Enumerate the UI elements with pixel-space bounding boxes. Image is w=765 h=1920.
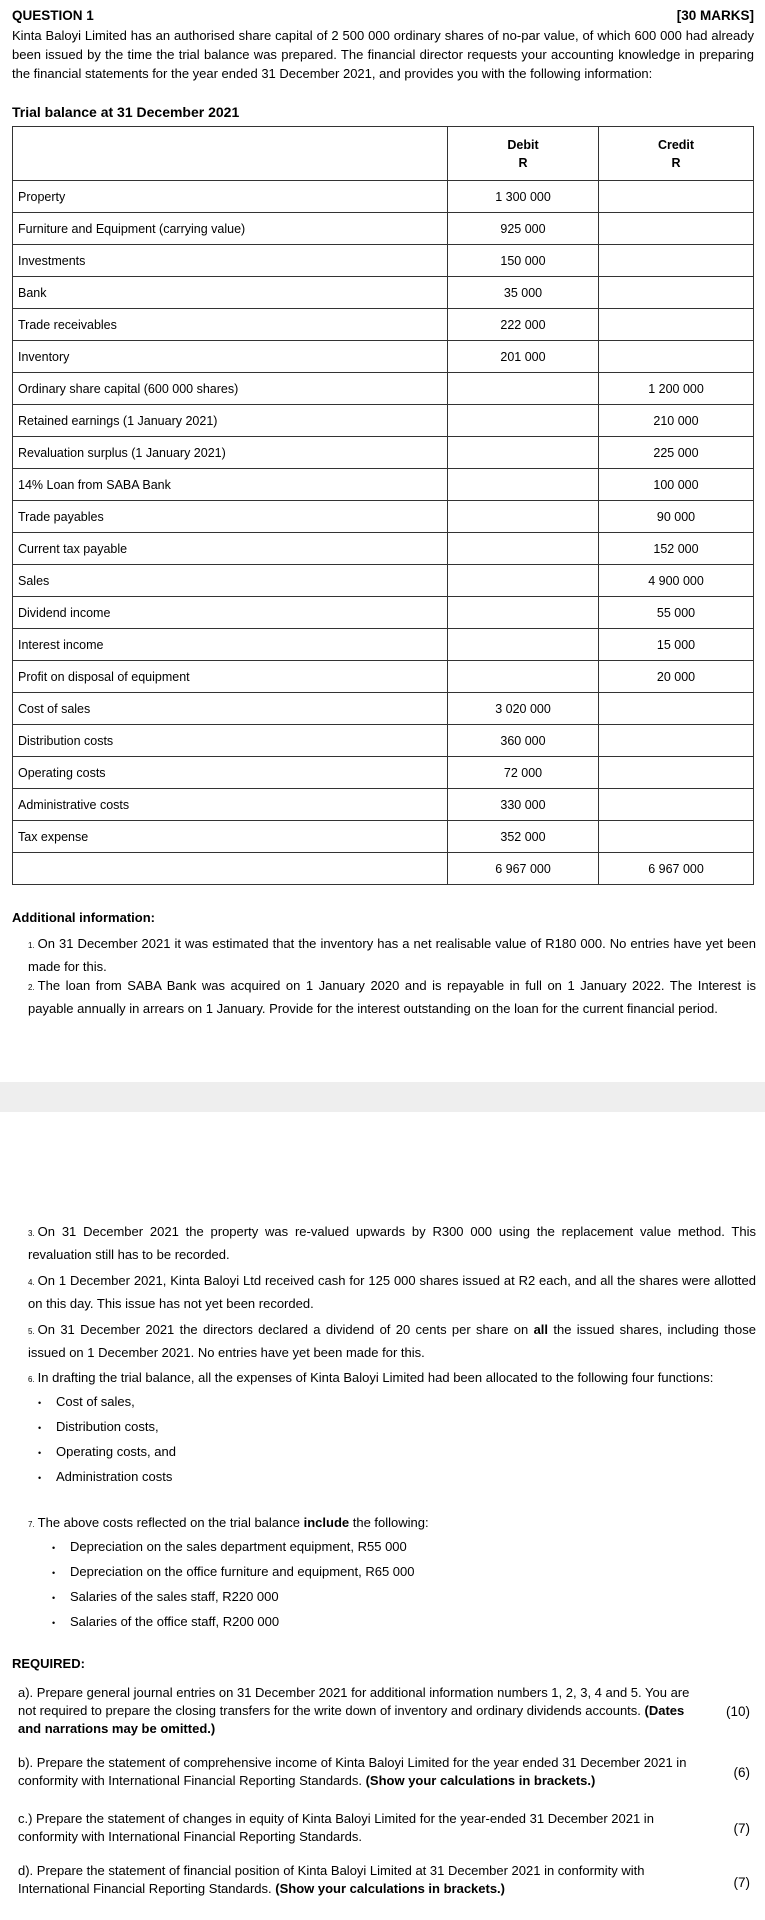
required-c-text: c.) Prepare the statement of changes in equity of Kinta Baloyi Limited for the year-ended 31 December 2021 in conformity with International Financial Reporting Standards. [18,1811,654,1844]
debit-amount: 150 000 [448,245,599,277]
account-label: Investments [13,245,448,277]
credit-amount [599,277,754,309]
table-row [13,565,754,597]
account-label: Tax expense [13,821,448,853]
debit-amount: 72 000 [448,757,599,789]
table-row [13,469,754,501]
credit-amount [599,245,754,277]
table-row [13,245,754,277]
account-label: Retained earnings (1 January 2021) [13,405,448,437]
required-c-marks: (7) [733,1821,750,1836]
account-label: Sales [13,565,448,597]
bullet-icon: • [38,1473,42,1483]
debit-amount [448,437,599,469]
table-header-row [13,127,754,181]
additional-info-title: Additional information: [12,910,155,925]
credit-amount [599,181,754,213]
table-row [13,341,754,373]
list-item: • Depreciation on the sales department equipment, R55 000 [52,1535,415,1560]
info-item-2-number: 2. [28,983,35,992]
table-row [13,501,754,533]
account-label: 14% Loan from SABA Bank [13,469,448,501]
account-label: Property [13,181,448,213]
account-label: Ordinary share capital (600 000 shares) [13,373,448,405]
bullet-icon: • [52,1593,56,1603]
bullet-icon: • [38,1398,42,1408]
credit-amount: 100 000 [599,469,754,501]
info-item-7-number: 7. [28,1520,35,1529]
info-item-5 [28,1319,756,1363]
totals-label-cell [13,853,448,885]
credit-amount [599,213,754,245]
label-header-cell [13,127,448,181]
table-row [13,213,754,245]
credit-amount [599,309,754,341]
credit-currency: R [671,155,681,170]
intro-paragraph: Kinta Baloyi Limited has an authorised share capital of 2 500 000 ordinary shares of no-par value, of which 600 000 had already been issued by the time the trial balance was prepared. The financial director requests your accounting knowledge in preparing the financial statements for the year ended 31 December 2021, and provides you with the following information: [12,28,754,81]
info-item-3-number: 3. [28,1229,35,1238]
debit-amount: 201 000 [448,341,599,373]
info-item-5-bold: all [533,1322,549,1337]
credit-amount: 1 200 000 [599,373,754,405]
credit-amount: 55 000 [599,597,754,629]
debit-amount [448,629,599,661]
table-row [13,693,754,725]
total-credit: 6 967 000 [599,853,754,885]
table-row [13,373,754,405]
table-row [13,661,754,693]
table-row [13,181,754,213]
debit-amount [448,501,599,533]
table-row [13,757,754,789]
required-a-marks: (10) [725,1704,750,1719]
credit-amount [599,341,754,373]
account-label: Inventory [13,341,448,373]
totals-row [13,853,754,885]
debit-amount [448,469,599,501]
info-item-6 [28,1367,756,1390]
debit-amount: 360 000 [448,725,599,757]
functions-list [38,1390,176,1490]
trial-balance-table [12,126,754,885]
list-item: • Depreciation on the office furniture and equipment, R65 000 [52,1560,415,1585]
info-item-7 [28,1512,756,1535]
info-item-4-text: On 1 December 2021, Kinta Baloyi Ltd received cash for 125 000 shares issued at R2 each, and all the shares were allotted on this day. This issue has not yet been recorded. [28,1273,756,1311]
debit-amount [448,373,599,405]
table-row [13,597,754,629]
list-item: • Salaries of the office staff, R200 000 [52,1610,415,1635]
account-label: Trade receivables [13,309,448,341]
account-label: Cost of sales [13,693,448,725]
info-item-7-text-b: the following: [349,1515,429,1530]
list-item: • Salaries of the sales staff, R220 000 [52,1585,415,1610]
table-row [13,277,754,309]
debit-amount: 352 000 [448,821,599,853]
info-item-2 [28,975,756,1019]
account-label: Administrative costs [13,789,448,821]
account-label: Bank [13,277,448,309]
debit-amount [448,565,599,597]
credit-amount: 20 000 [599,661,754,693]
bullet-icon: • [52,1568,56,1578]
bullet-icon: • [38,1448,42,1458]
info-item-2-text: The loan from SABA Bank was acquired on 1 January 2020 and is repayable in full on 1 January 2022. The Interest is payable annually in arrears on 1 January. Provide for the interest outstanding on the loan for the current financial period. [28,978,756,1016]
table-row [13,405,754,437]
required-item-d [18,1862,756,1898]
credit-amount: 210 000 [599,405,754,437]
required-item-c [18,1810,756,1846]
credit-header: Credit [657,137,695,152]
required-d-bold: (Show your calculations in brackets.) [275,1881,506,1896]
debit-amount: 330 000 [448,789,599,821]
credit-amount: 152 000 [599,533,754,565]
credit-amount [599,757,754,789]
info-item-4 [28,1270,756,1314]
list-item: • Distribution costs, [38,1415,176,1440]
debit-amount [448,661,599,693]
total-debit: 6 967 000 [448,853,599,885]
info-item-1-text: On 31 December 2021 it was estimated that the inventory has a net realisable value of R180 000. No entries have yet been made for this. [28,936,756,974]
required-b-marks: (6) [733,1765,750,1780]
info-item-3 [28,1221,756,1265]
info-item-7-bold: include [303,1515,350,1530]
credit-amount: 225 000 [599,437,754,469]
table-row [13,789,754,821]
debit-amount: 925 000 [448,213,599,245]
bullet-icon: • [52,1618,56,1628]
info-item-1-number: 1. [28,941,35,950]
list-item: • Operating costs, and [38,1440,176,1465]
debit-currency: R [518,155,528,170]
credit-amount: 15 000 [599,629,754,661]
debit-amount [448,597,599,629]
required-b-bold: (Show your calculations in brackets.) [365,1773,596,1788]
required-a-bold: (Dates and narrations may be omitted.) [18,1703,685,1736]
credit-amount [599,693,754,725]
bullet-icon: • [38,1423,42,1433]
required-d-marks: (7) [733,1875,750,1890]
debit-header-cell [448,127,599,181]
account-label: Trade payables [13,501,448,533]
debit-amount: 3 020 000 [448,693,599,725]
credit-amount: 4 900 000 [599,565,754,597]
required-title: REQUIRED: [12,1656,85,1671]
debit-amount: 35 000 [448,277,599,309]
table-row [13,725,754,757]
account-label: Dividend income [13,597,448,629]
info-item-4-number: 4. [28,1278,35,1287]
table-row [13,437,754,469]
table-row [13,533,754,565]
account-label: Distribution costs [13,725,448,757]
bullet-icon: • [52,1543,56,1553]
credit-amount [599,821,754,853]
info-item-6-text: In drafting the trial balance, all the expenses of Kinta Baloyi Limited had been allocated to the following four functions: [37,1370,714,1385]
required-a-text: a). Prepare general journal entries on 31 December 2021 for additional information numbers 1, 2, 3, 4 and 5. You are not required to prepare the closing transfers for the write down of inventory and ordinary dividends accounts. [18,1685,690,1718]
table-row [13,309,754,341]
list-item: • Cost of sales, [38,1390,176,1415]
credit-amount [599,789,754,821]
question-title: QUESTION 1 [12,8,94,23]
info-item-3-text: On 31 December 2021 the property was re-valued upwards by R300 000 using the replacement value method. This revaluation still has to be recorded. [28,1224,756,1262]
account-label: Current tax payable [13,533,448,565]
question-header [12,8,754,23]
account-label: Interest income [13,629,448,661]
credit-amount: 90 000 [599,501,754,533]
table-row [13,629,754,661]
account-label: Profit on disposal of equipment [13,661,448,693]
credit-amount [599,725,754,757]
list-item: • Administration costs [38,1465,176,1490]
info-item-7-text-a: The above costs reflected on the trial balance [37,1515,304,1530]
page-break-band [0,1082,765,1112]
required-d-text: d). Prepare the statement of financial position of Kinta Baloyi Limited at 31 December 2021 in conformity with International Financial Reporting Standards. [18,1863,645,1896]
debit-amount: 1 300 000 [448,181,599,213]
required-item-b [18,1754,756,1790]
info-item-6-number: 6. [28,1375,35,1384]
debit-amount [448,533,599,565]
required-b-text: b). Prepare the statement of comprehensive income of Kinta Baloyi Limited for the year ended 31 December 2021 in conformity with International Financial Reporting Standards. [18,1755,687,1788]
required-item-a [18,1684,756,1738]
includes-list [52,1535,415,1635]
debit-amount [448,405,599,437]
info-item-1 [28,933,756,977]
debit-amount: 222 000 [448,309,599,341]
info-item-5-text-b: the issued shares, including those issued on 1 December 2021. No entries have yet been made for this. [28,1322,756,1360]
table-row [13,821,754,853]
question-marks: [30 MARKS] [676,8,754,23]
credit-header-cell [599,127,754,181]
trial-balance-title: Trial balance at 31 December 2021 [12,104,240,120]
info-item-5-text-a: On 31 December 2021 the directors declared a dividend of 20 cents per share on [37,1322,534,1337]
account-label: Furniture and Equipment (carrying value) [13,213,448,245]
account-label: Revaluation surplus (1 January 2021) [13,437,448,469]
info-item-5-number: 5. [28,1327,35,1336]
account-label: Operating costs [13,757,448,789]
debit-header: Debit [507,137,539,152]
